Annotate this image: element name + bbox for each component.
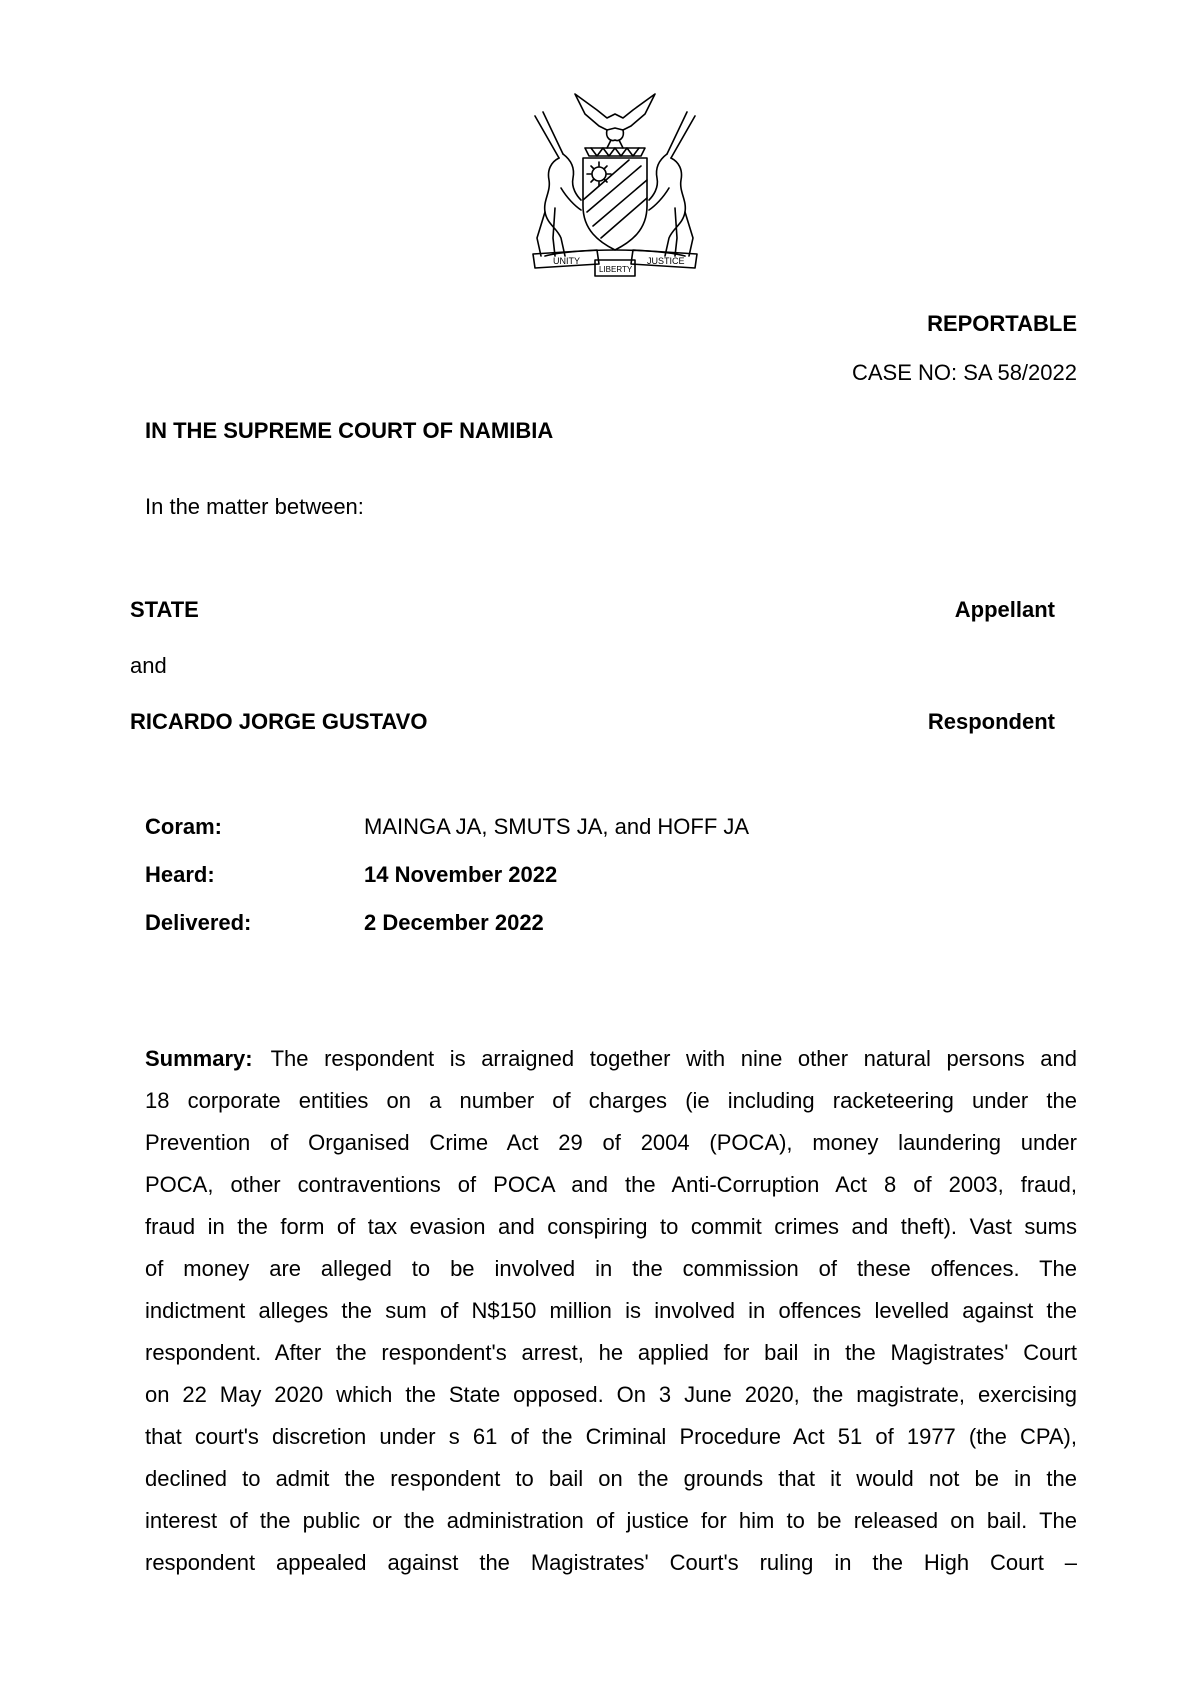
summary-line: POCA, other contraventions of POCA and the Anti-Corruption Act 8 of 2003, fraud, [145,1172,1077,1197]
summary-line: Prevention of Organised Crime Act 29 of 2004 (POCA), money laundering under [145,1130,1077,1155]
case-number: CASE NO: SA 58/2022 [851,360,1077,385]
svg-text:LIBERTY: LIBERTY [599,265,633,274]
summary-line: interest of the public or the administration of justice for him to be released on bail. The [145,1508,1077,1533]
summary-line: respondent appealed against the Magistrates' Court's ruling in the High Court – [145,1550,1077,1575]
and-text: and [130,653,167,678]
summary-line: on 22 May 2020 which the State opposed. On 3 June 2020, the magistrate, exercising [145,1382,1077,1407]
heard-label: Heard: [145,862,215,887]
coat-of-arms-icon [515,88,715,280]
reportable-label: REPORTABLE [927,311,1077,336]
appellant-name: STATE [130,597,199,622]
summary-line: fraud in the form of tax evasion and conspiring to commit crimes and theft). Vast sums [145,1214,1077,1239]
heard-date: 14 November 2022 [364,862,558,887]
summary-label: Summary: [145,1046,253,1071]
delivered-date: 2 December 2022 [364,910,544,935]
summary-line: 18 corporate entities on a number of charges (ie including racketeering under the [145,1088,1077,1113]
appellant-role: Appellant [954,597,1055,622]
summary-line: declined to admit the respondent to bail on the grounds that it would not be in the [145,1466,1077,1491]
matter-between: In the matter between: [145,494,364,519]
svg-text:JUSTICE: JUSTICE [647,256,685,266]
delivered-label: Delivered: [145,910,252,935]
court-title: IN THE SUPREME COURT OF NAMIBIA [145,418,554,443]
summary-line: of money are alleged to be involved in the commission of these offences. The [145,1256,1077,1281]
respondent-name: RICARDO JORGE GUSTAVO [130,709,428,734]
summary-line: Summary: The respondent is arraigned together with nine other natural persons and [145,1046,1077,1071]
respondent-role: Respondent [927,709,1055,734]
summary-line: respondent. After the respondent's arrest, he applied for bail in the Magistrates' Court [145,1340,1077,1365]
coram-label: Coram: [145,814,223,839]
summary-line: indictment alleges the sum of N$150 million is involved in offences levelled against the [145,1298,1077,1323]
summary-paragraph [145,1038,1077,1584]
svg-text:UNITY: UNITY [553,256,580,266]
coram-value: MAINGA JA, SMUTS JA, and HOFF JA [364,814,750,839]
summary-line: that court's discretion under s 61 of the Criminal Procedure Act 51 of 1977 (the CPA), [145,1424,1077,1449]
